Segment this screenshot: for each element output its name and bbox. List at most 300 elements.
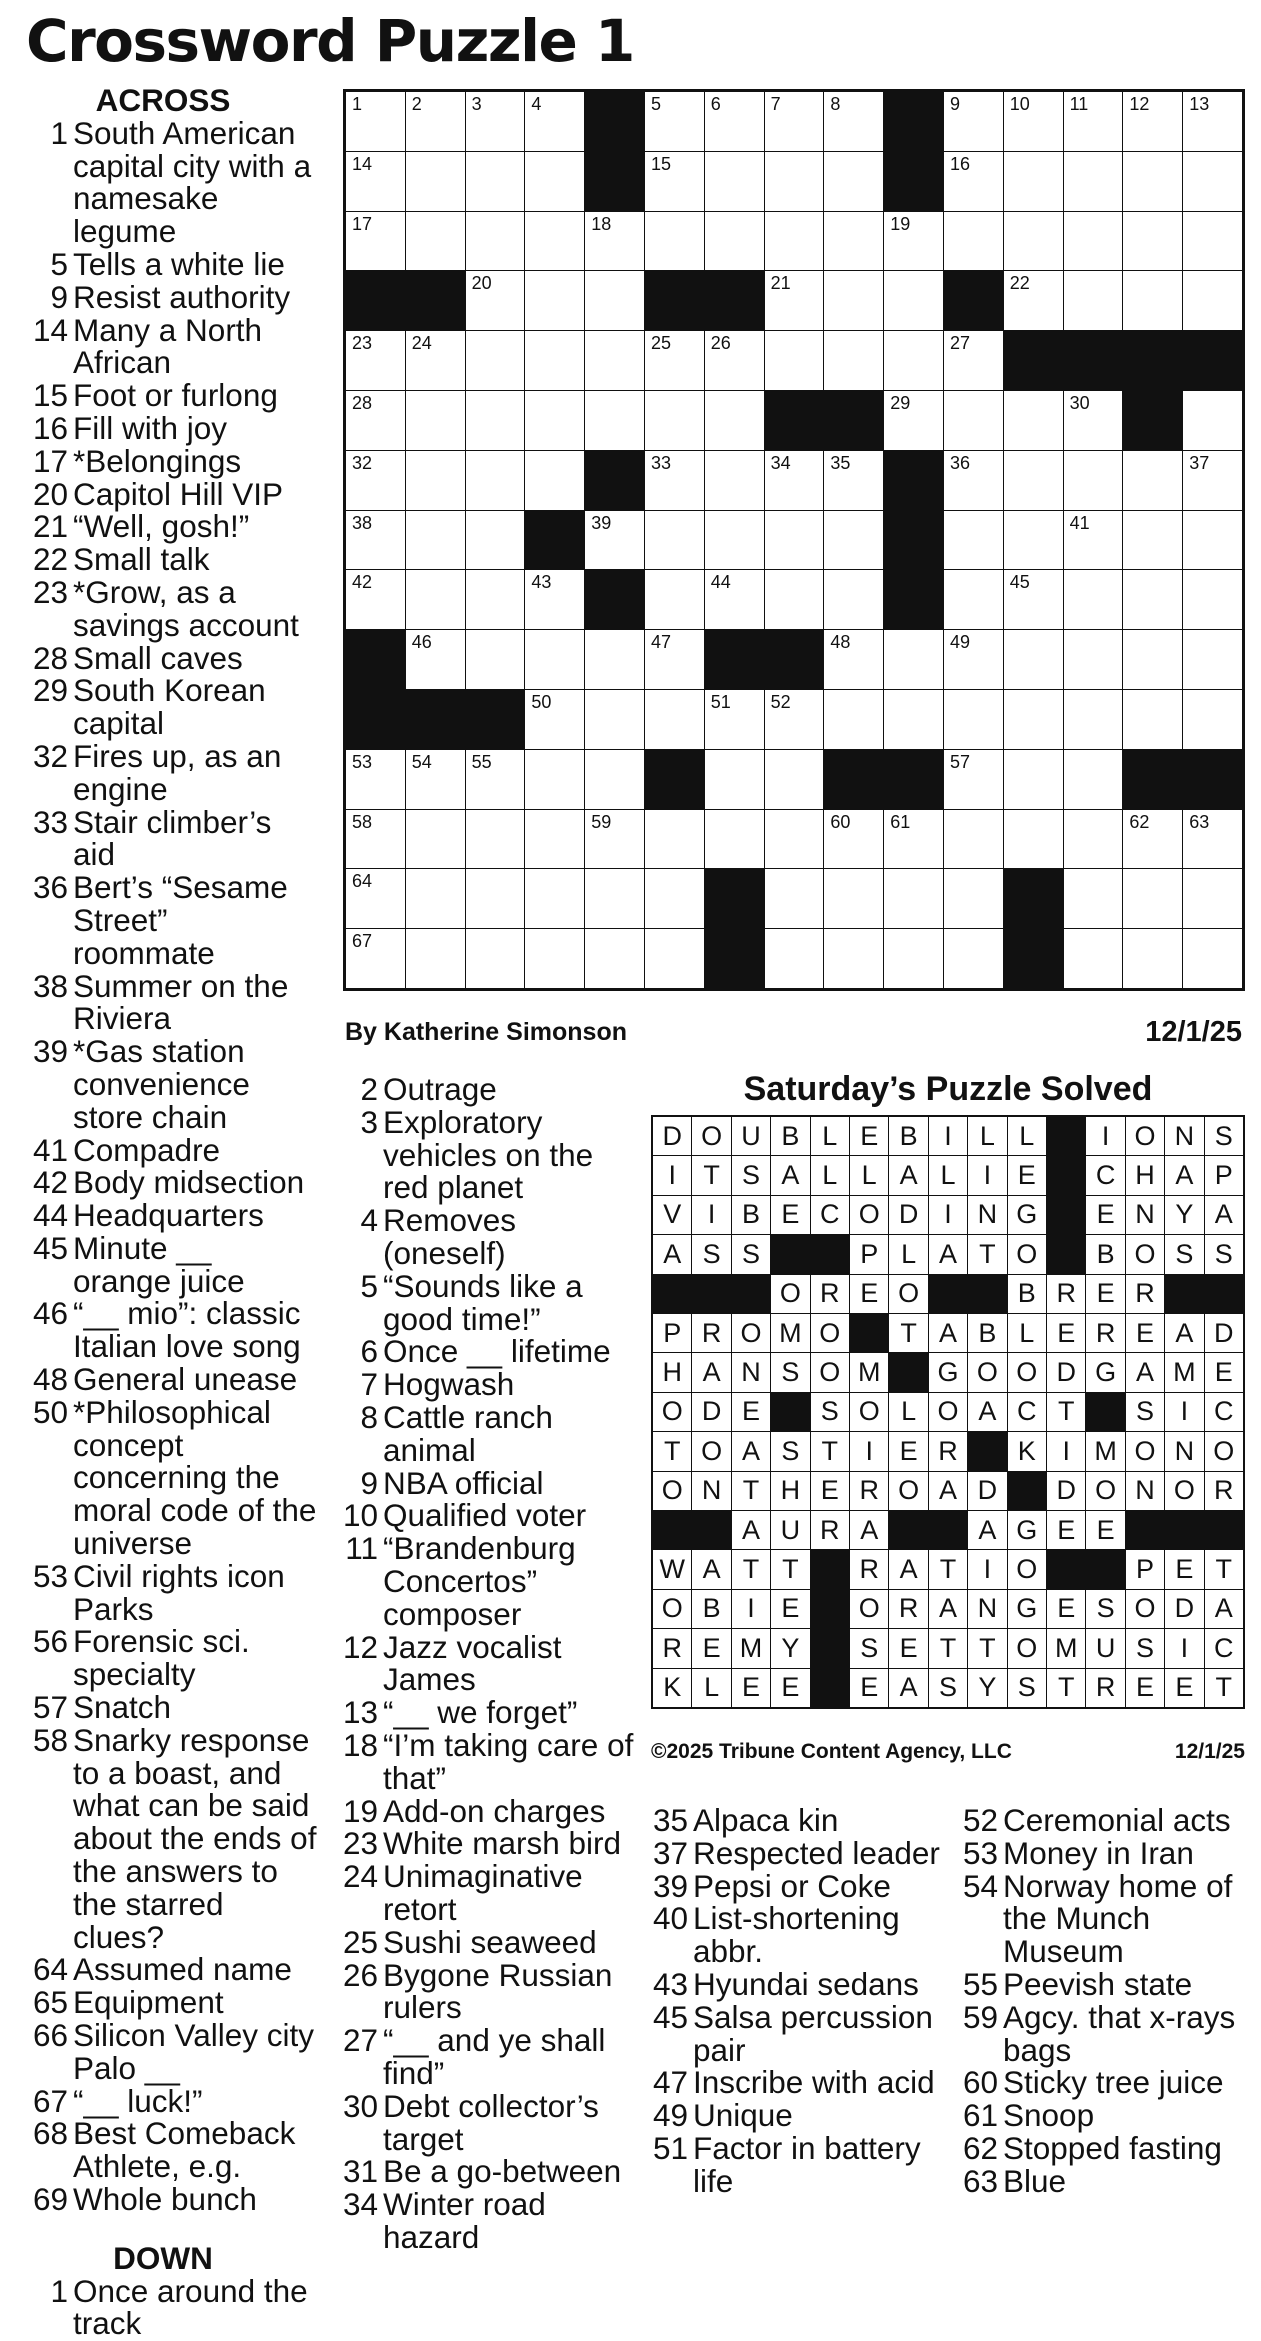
grid-cell[interactable]: [645, 570, 704, 629]
solution-cell: O: [653, 1393, 691, 1431]
grid-cell[interactable]: [1123, 212, 1182, 271]
clue-text: Equipment: [73, 1984, 224, 2021]
solution-cell: I: [929, 1196, 967, 1234]
grid-cell[interactable]: [525, 750, 584, 809]
solution-cell: I: [968, 1550, 1006, 1588]
grid-cell[interactable]: [824, 152, 883, 211]
grid-cell[interactable]: [1064, 810, 1123, 869]
grid-cell[interactable]: [765, 92, 824, 151]
cell-number: 53: [352, 751, 373, 772]
grid-cell[interactable]: [466, 929, 525, 988]
grid-cell[interactable]: [705, 391, 764, 450]
grid-block: [1123, 750, 1182, 809]
grid-cell[interactable]: [1123, 271, 1182, 330]
grid-cell[interactable]: [346, 929, 405, 988]
grid-cell[interactable]: [705, 451, 764, 510]
down-clue-13: [338, 1696, 638, 1729]
grid-cell[interactable]: [466, 511, 525, 570]
grid-cell[interactable]: [1064, 391, 1123, 450]
grid-cell[interactable]: [1183, 451, 1242, 510]
grid-cell[interactable]: [525, 690, 584, 749]
solution-cell: N: [1165, 1432, 1203, 1470]
down-clue-37: [648, 1834, 948, 1871]
grid-cell[interactable]: [466, 92, 525, 151]
solution-cell: A: [889, 1550, 927, 1588]
grid-cell[interactable]: [824, 570, 883, 629]
solution-cell: A: [968, 1511, 1006, 1549]
grid-cell[interactable]: [944, 570, 1003, 629]
grid-cell[interactable]: [346, 869, 405, 928]
grid-cell[interactable]: [944, 152, 1003, 211]
grid-cell[interactable]: [1004, 212, 1063, 271]
clue-text: Debt collector’s target: [383, 2087, 599, 2157]
grid-cell[interactable]: [466, 869, 525, 928]
grid-cell[interactable]: [1183, 212, 1242, 271]
grid-cell[interactable]: [765, 271, 824, 330]
grid-cell[interactable]: [406, 810, 465, 869]
grid-cell[interactable]: [824, 690, 883, 749]
grid-cell[interactable]: [765, 212, 824, 271]
grid-cell[interactable]: [525, 152, 584, 211]
grid-cell[interactable]: [406, 152, 465, 211]
grid-cell[interactable]: [884, 690, 943, 749]
grid-cell[interactable]: [525, 929, 584, 988]
grid-cell[interactable]: [346, 391, 405, 450]
grid-cell[interactable]: [1004, 451, 1063, 510]
grid-cell[interactable]: [1064, 570, 1123, 629]
solution-cell: S: [1205, 1117, 1243, 1155]
grid-cell[interactable]: [585, 810, 644, 869]
grid-cell[interactable]: [525, 92, 584, 151]
down-clue-55: [958, 1965, 1258, 2002]
cell-number: 64: [352, 871, 373, 892]
solution-cell: M: [771, 1314, 809, 1352]
solution-cell: L: [811, 1117, 849, 1155]
down-clue-18: [338, 1726, 638, 1796]
grid-cell[interactable]: [525, 212, 584, 271]
grid-cell[interactable]: [466, 630, 525, 689]
solution-cell: Y: [771, 1629, 809, 1667]
grid-cell[interactable]: [944, 630, 1003, 689]
grid-cell[interactable]: [645, 451, 704, 510]
grid-cell[interactable]: [645, 690, 704, 749]
grid-cell[interactable]: [884, 271, 943, 330]
grid-cell[interactable]: [944, 451, 1003, 510]
clue-text: Factor in battery life: [693, 2129, 921, 2199]
grid-block: [585, 152, 644, 211]
grid-cell[interactable]: [585, 929, 644, 988]
solution-cell: L: [811, 1156, 849, 1194]
cell-number: 37: [1189, 452, 1210, 473]
clue-text: “__ luck!”: [73, 2082, 203, 2119]
grid-cell[interactable]: [1004, 92, 1063, 151]
solution-block: [1165, 1275, 1203, 1313]
grid-cell[interactable]: [585, 690, 644, 749]
solution-cell: H: [1126, 1156, 1164, 1194]
across-clue-list: [28, 114, 318, 2217]
clue-text: Sushi seaweed: [383, 1923, 597, 1960]
solution-cell: B: [968, 1314, 1006, 1352]
solution-cell: N: [1126, 1472, 1164, 1510]
grid-cell[interactable]: [1123, 451, 1182, 510]
grid-cell[interactable]: [1004, 511, 1063, 570]
grid-cell[interactable]: [645, 152, 704, 211]
grid-cell[interactable]: [944, 212, 1003, 271]
grid-cell[interactable]: [824, 331, 883, 390]
solution-cell: G: [1008, 1511, 1046, 1549]
down-clue-47: [648, 2066, 948, 2099]
grid-cell[interactable]: [525, 869, 584, 928]
solution-cell: U: [1086, 1629, 1124, 1667]
solution-block: [1205, 1511, 1243, 1549]
grid-cell[interactable]: [765, 511, 824, 570]
cell-number: 60: [830, 811, 851, 832]
solution-block: [1047, 1156, 1085, 1194]
grid-cell[interactable]: [406, 630, 465, 689]
grid-cell[interactable]: [1064, 690, 1123, 749]
grid-cell[interactable]: [1064, 929, 1123, 988]
grid-cell[interactable]: [1183, 690, 1242, 749]
grid-cell[interactable]: [466, 570, 525, 629]
solution-cell: T: [889, 1314, 927, 1352]
grid-cell[interactable]: [1064, 152, 1123, 211]
grid-cell[interactable]: [585, 271, 644, 330]
grid-cell[interactable]: [705, 212, 764, 271]
down-clue-52: [958, 1804, 1258, 1837]
grid-cell[interactable]: [645, 511, 704, 570]
grid-cell[interactable]: [346, 511, 405, 570]
solution-cell: C: [1205, 1393, 1243, 1431]
grid-cell[interactable]: [585, 869, 644, 928]
solution-cell: N: [692, 1472, 730, 1510]
clue-text: Resist authority: [73, 278, 291, 315]
solution-cell: T: [732, 1472, 770, 1510]
grid-cell[interactable]: [406, 750, 465, 809]
grid-cell[interactable]: [346, 570, 405, 629]
solution-cell: E: [1086, 1511, 1124, 1549]
grid-cell[interactable]: [765, 570, 824, 629]
grid-cell[interactable]: [645, 391, 704, 450]
grid-cell[interactable]: [765, 869, 824, 928]
grid-cell[interactable]: [466, 152, 525, 211]
grid-cell[interactable]: [645, 630, 704, 689]
grid-block: [645, 750, 704, 809]
solution-cell: G: [1008, 1196, 1046, 1234]
grid-cell[interactable]: [705, 92, 764, 151]
grid-cell[interactable]: [824, 630, 883, 689]
grid-cell[interactable]: [406, 929, 465, 988]
grid-cell[interactable]: [1004, 630, 1063, 689]
grid-cell[interactable]: [765, 451, 824, 510]
grid-cell[interactable]: [1064, 869, 1123, 928]
grid-cell[interactable]: [466, 331, 525, 390]
down-clue-61: [958, 2099, 1258, 2132]
solution-cell: P: [1205, 1156, 1243, 1194]
solution-cell: O: [850, 1196, 888, 1234]
grid-cell[interactable]: [346, 92, 405, 151]
grid-cell[interactable]: [645, 810, 704, 869]
grid-cell[interactable]: [824, 451, 883, 510]
grid-cell[interactable]: [1064, 92, 1123, 151]
clue-text: Snarky response to a boast, and what can be said about the ends of the answers to the starred clues?: [73, 1721, 317, 1955]
down-clue-27: [338, 2024, 638, 2090]
clue-number: 57: [32, 1689, 68, 1726]
clue-text: Inscribe with acid: [693, 2064, 935, 2101]
grid-cell[interactable]: [884, 630, 943, 689]
grid-cell[interactable]: [406, 451, 465, 510]
grid-cell[interactable]: [1004, 750, 1063, 809]
grid-cell[interactable]: [466, 391, 525, 450]
grid-cell[interactable]: [944, 511, 1003, 570]
solution-cell: A: [692, 1550, 730, 1588]
grid-cell[interactable]: [585, 511, 644, 570]
cell-number: 25: [650, 333, 672, 354]
grid-cell[interactable]: [1004, 810, 1063, 869]
grid-cell[interactable]: [824, 92, 883, 151]
across-clue-28: [28, 639, 318, 676]
solution-cell: E: [1047, 1511, 1085, 1549]
solution-cell: T: [1205, 1669, 1243, 1707]
grid-cell[interactable]: [765, 810, 824, 869]
grid-cell[interactable]: [824, 212, 883, 271]
grid-cell[interactable]: [466, 810, 525, 869]
clue-number: 35: [652, 1802, 688, 1838]
down-clue-49: [648, 2099, 948, 2132]
grid-cell[interactable]: [466, 451, 525, 510]
grid-cell[interactable]: [1064, 630, 1123, 689]
grid-cell[interactable]: [406, 331, 465, 390]
grid-cell[interactable]: [406, 869, 465, 928]
solution-cell: M: [850, 1353, 888, 1391]
clue-number: 32: [32, 737, 68, 774]
cell-number: 50: [531, 691, 552, 712]
grid-cell[interactable]: [705, 690, 764, 749]
grid-cell[interactable]: [1123, 152, 1182, 211]
grid-cell[interactable]: [466, 212, 525, 271]
grid-cell[interactable]: [1123, 511, 1182, 570]
grid-cell[interactable]: [884, 929, 943, 988]
grid-cell[interactable]: [525, 271, 584, 330]
grid-cell[interactable]: [525, 570, 584, 629]
grid-cell[interactable]: [1064, 750, 1123, 809]
grid-cell[interactable]: [525, 331, 584, 390]
cell-number: 20: [471, 273, 492, 294]
cell-number: 24: [411, 333, 432, 354]
grid-cell[interactable]: [645, 92, 704, 151]
grid-cell[interactable]: [1123, 570, 1182, 629]
grid-cell[interactable]: [346, 750, 405, 809]
solution-cell: Y: [968, 1669, 1006, 1707]
grid-cell[interactable]: [1183, 869, 1242, 928]
grid-cell[interactable]: [1064, 271, 1123, 330]
grid-cell[interactable]: [1183, 929, 1242, 988]
grid-cell[interactable]: [645, 869, 704, 928]
grid-cell[interactable]: [346, 152, 405, 211]
grid-cell[interactable]: [1183, 810, 1242, 869]
grid-cell[interactable]: [525, 391, 584, 450]
grid-cell[interactable]: [705, 810, 764, 869]
grid-cell[interactable]: [406, 212, 465, 271]
grid-cell[interactable]: [1183, 511, 1242, 570]
solution-cell: W: [653, 1550, 691, 1588]
grid-block: [1004, 331, 1063, 390]
grid-cell[interactable]: [884, 391, 943, 450]
down-clue-34: [338, 2188, 638, 2254]
solution-cell: B: [771, 1117, 809, 1155]
grid-cell[interactable]: [346, 212, 405, 271]
grid-cell[interactable]: [705, 750, 764, 809]
grid-block: [884, 750, 943, 809]
grid-cell[interactable]: [824, 929, 883, 988]
grid-cell[interactable]: [406, 391, 465, 450]
grid-cell[interactable]: [765, 690, 824, 749]
grid-cell[interactable]: [824, 810, 883, 869]
grid-cell[interactable]: [1004, 391, 1063, 450]
grid-cell[interactable]: [824, 511, 883, 570]
solution-cell: O: [1086, 1472, 1124, 1510]
grid-cell[interactable]: [1183, 391, 1242, 450]
cell-number: 11: [1069, 94, 1089, 114]
grid-cell[interactable]: [705, 152, 764, 211]
grid-cell[interactable]: [1004, 152, 1063, 211]
grid-cell[interactable]: [406, 92, 465, 151]
solution-cell: L: [889, 1393, 927, 1431]
grid-cell[interactable]: [1064, 511, 1123, 570]
clue-number: 40: [652, 1900, 688, 1937]
solution-cell: O: [653, 1472, 691, 1510]
solution-cell: O: [850, 1590, 888, 1628]
grid-cell[interactable]: [1183, 570, 1242, 629]
grid-cell[interactable]: [1183, 630, 1242, 689]
grid-cell[interactable]: [406, 570, 465, 629]
grid-cell[interactable]: [645, 212, 704, 271]
grid-cell[interactable]: [705, 570, 764, 629]
solution-cell: L: [1008, 1117, 1046, 1155]
across-clue-65: [28, 1986, 318, 2019]
grid-cell[interactable]: [645, 331, 704, 390]
solution-cell: G: [929, 1353, 967, 1391]
grid-cell[interactable]: [346, 810, 405, 869]
grid-cell[interactable]: [705, 331, 764, 390]
clue-text: Fill with joy: [73, 409, 228, 446]
grid-cell[interactable]: [765, 929, 824, 988]
grid-cell[interactable]: [1123, 869, 1182, 928]
solution-cell: E: [1126, 1669, 1164, 1707]
cell-number: 59: [591, 811, 612, 832]
grid-block: [1004, 869, 1063, 928]
grid-cell[interactable]: [824, 869, 883, 928]
grid-cell[interactable]: [1004, 690, 1063, 749]
down-clue-19: [338, 1792, 638, 1829]
clue-text: *Belongings: [73, 442, 242, 479]
grid-cell[interactable]: [884, 810, 943, 869]
grid-cell[interactable]: [406, 511, 465, 570]
solution-cell: M: [1047, 1629, 1085, 1667]
solution-cell: I: [692, 1196, 730, 1234]
grid-block: [824, 391, 883, 450]
clue-text: South American capital city with a namesake legume: [73, 114, 312, 250]
clue-number: 55: [962, 1965, 998, 2002]
grid-cell[interactable]: [346, 451, 405, 510]
grid-cell[interactable]: [585, 750, 644, 809]
grid-cell[interactable]: [765, 331, 824, 390]
grid-cell[interactable]: [824, 271, 883, 330]
grid-cell[interactable]: [944, 869, 1003, 928]
solution-cell: S: [1008, 1669, 1046, 1707]
grid-cell[interactable]: [944, 929, 1003, 988]
grid-cell[interactable]: [944, 750, 1003, 809]
grid-cell[interactable]: [525, 451, 584, 510]
grid-cell[interactable]: [466, 271, 525, 330]
grid-cell[interactable]: [1064, 212, 1123, 271]
cell-number: 15: [650, 153, 672, 174]
solution-cell: S: [771, 1432, 809, 1470]
grid-cell[interactable]: [1183, 152, 1242, 211]
grid-cell[interactable]: [1123, 92, 1182, 151]
grid-block: [525, 511, 584, 570]
grid-cell[interactable]: [705, 511, 764, 570]
clue-text: *Gas station convenience store chain: [73, 1033, 250, 1135]
grid-cell[interactable]: [525, 810, 584, 869]
clue-number: 38: [32, 967, 68, 1004]
grid-cell[interactable]: [1123, 630, 1182, 689]
grid-cell[interactable]: [884, 869, 943, 928]
grid-cell[interactable]: [944, 391, 1003, 450]
grid-cell[interactable]: [944, 690, 1003, 749]
clue-number: 4: [360, 1202, 378, 1239]
grid-cell[interactable]: [585, 212, 644, 271]
solution-block: [1047, 1196, 1085, 1234]
grid-cell[interactable]: [1183, 92, 1242, 151]
clue-text: Agcy. that x-rays bags: [1003, 1998, 1236, 2068]
grid-cell[interactable]: [944, 331, 1003, 390]
down-clue-5: [338, 1267, 638, 1337]
grid-cell[interactable]: [884, 331, 943, 390]
grid-cell[interactable]: [466, 750, 525, 809]
grid-cell[interactable]: [1123, 929, 1182, 988]
grid-cell[interactable]: [346, 331, 405, 390]
grid-cell[interactable]: [1064, 451, 1123, 510]
across-clue-41: [28, 1131, 318, 1168]
grid-cell[interactable]: [1004, 570, 1063, 629]
grid-cell[interactable]: [884, 212, 943, 271]
solution-cell: A: [771, 1156, 809, 1194]
cell-number: 12: [1129, 94, 1150, 114]
grid-cell[interactable]: [645, 929, 704, 988]
solution-cell: O: [1165, 1472, 1203, 1510]
grid-cell[interactable]: [765, 750, 824, 809]
cell-number: 28: [352, 392, 373, 413]
solution-cell: N: [732, 1353, 770, 1391]
grid-cell[interactable]: [1183, 271, 1242, 330]
grid-cell[interactable]: [944, 92, 1003, 151]
grid-cell[interactable]: [525, 630, 584, 689]
clue-text: Pepsi or Coke: [693, 1867, 891, 1904]
grid-cell[interactable]: [585, 630, 644, 689]
grid-cell[interactable]: [1123, 810, 1182, 869]
solution-cell: D: [1205, 1314, 1243, 1352]
grid-cell[interactable]: [765, 152, 824, 211]
solution-cell: A: [929, 1314, 967, 1352]
clue-number: 43: [652, 1965, 688, 2002]
grid-cell[interactable]: [585, 391, 644, 450]
solution-cell: O: [889, 1472, 927, 1510]
grid-cell[interactable]: [1004, 271, 1063, 330]
grid-cell[interactable]: [1123, 690, 1182, 749]
grid-block: [1183, 331, 1242, 390]
grid-cell[interactable]: [585, 331, 644, 390]
grid-cell[interactable]: [944, 810, 1003, 869]
